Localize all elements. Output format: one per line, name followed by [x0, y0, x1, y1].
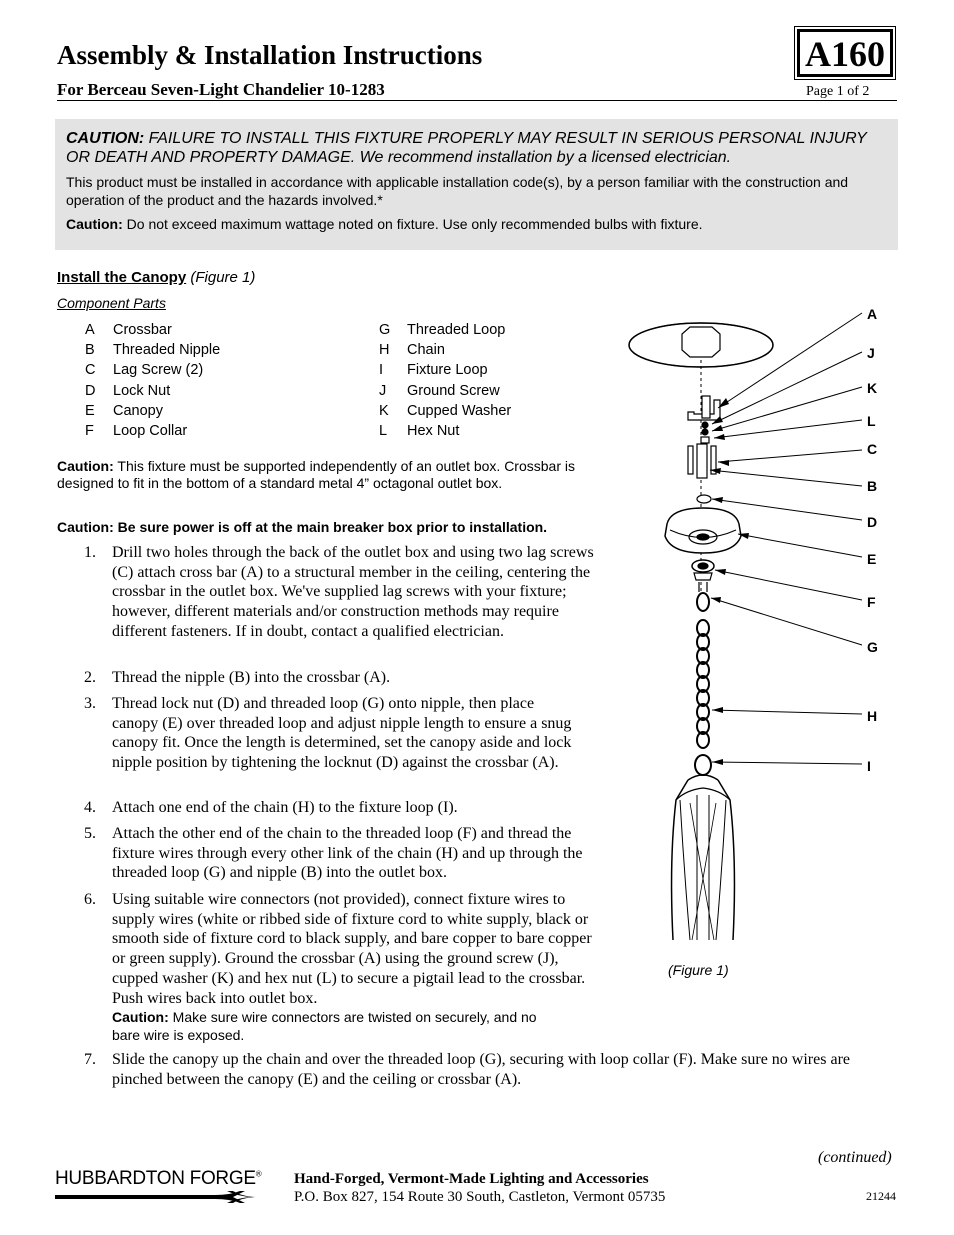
figure-label-d: D [867, 514, 878, 530]
components-title: Component Parts [57, 295, 166, 311]
wire-caution-text: Make sure wire connectors are twisted on securely, and no bare wire is exposed. [112, 1009, 537, 1044]
step-text: Drill two holes through the back of the outlet box and using two lag screws (C) attach cross bar (A) to a structural member in the ceiling, centering the crossbar in the outlet box. We've supplied lag screws with your fixture; however, different materials and/or construction methods may require different fasteners. If in doubt, contact a qualified electrician. [112, 544, 594, 640]
part-name: Crossbar [113, 322, 172, 338]
part-item [379, 340, 445, 360]
header-rule [57, 100, 897, 101]
figure-label-g: G [867, 639, 878, 655]
part-name: Ground Screw [407, 383, 500, 399]
company-tagline: Hand-Forged, Vermont-Made Lighting and Accessories [294, 1171, 649, 1187]
company-logo [55, 1168, 261, 1209]
continued-note: (continued) [818, 1149, 892, 1166]
step-text: Thread the nipple (B) into the crossbar (A). [112, 669, 391, 686]
section-figure-ref: (Figure 1) [190, 269, 256, 286]
part-name: Fixture Loop [407, 362, 488, 378]
part-item [379, 320, 505, 340]
figure-label-c: C [867, 441, 878, 457]
part-name: Threaded Loop [407, 322, 506, 338]
figure-label-i: I [867, 758, 871, 774]
part-letter: L [379, 423, 388, 439]
part-letter: H [379, 342, 390, 358]
support-caution-label: Caution: [57, 458, 114, 474]
step-number: 5. [84, 825, 96, 842]
step-item [84, 668, 604, 688]
figure-label-a: A [867, 306, 878, 322]
part-item [85, 320, 172, 340]
part-item [85, 421, 187, 441]
part-letter: B [85, 342, 95, 358]
step-number: 2. [84, 669, 96, 686]
part-item [85, 401, 163, 421]
part-name: Threaded Nipple [113, 342, 221, 358]
part-letter: E [85, 403, 95, 419]
part-letter: J [379, 383, 387, 399]
logo-wordmark: HUBBARDTON FORGE [55, 1168, 256, 1189]
step-number: 1. [84, 544, 96, 561]
figure-label-j: J [867, 345, 875, 361]
part-name: Loop Collar [113, 423, 188, 439]
part-name: Hex Nut [407, 423, 460, 439]
step-item [84, 694, 584, 773]
part-item [85, 360, 203, 380]
part-item [379, 360, 488, 380]
support-caution [57, 458, 617, 492]
company-address: P.O. Box 827, 154 Route 30 South, Castleton, Vermont 05735 [294, 1189, 666, 1205]
step-item [84, 824, 584, 883]
step-text: Attach one end of the chain (H) to the fixture loop (I). [112, 799, 458, 816]
caution-label: CAUTION: [66, 130, 145, 147]
part-name: Cupped Washer [407, 403, 512, 419]
step-item [84, 798, 604, 818]
part-letter: I [379, 362, 384, 378]
step-text: Attach the other end of the chain to the threaded loop (F) and thread the fixture wires through every other link of the chain (H) and up through the threaded loop (G) and nipple (B) into the outlet box. [112, 825, 583, 882]
step-item [84, 543, 604, 642]
chain-links [697, 620, 709, 748]
caution-text: FAILURE TO INSTALL THIS FIXTURE PROPERLY MAY RESULT IN SERIOUS PERSONAL INJURY OR DEATH AND PROPERTY DAMAGE. We recommend installation by a licensed electrician. [66, 130, 867, 166]
page-title: Assembly & Installation Instructions [57, 40, 483, 70]
wire-caution [112, 1008, 542, 1044]
step-item [84, 1050, 884, 1089]
figure-label-b: B [867, 478, 878, 494]
part-letter: G [379, 322, 391, 338]
chandelier-exploded-diagram [620, 298, 900, 958]
part-letter: F [85, 423, 94, 439]
product-subtitle: For Berceau Seven-Light Chandelier 10-1283 [57, 80, 385, 99]
section-heading [57, 269, 255, 286]
part-letter: K [379, 403, 389, 419]
step-number: 4. [84, 799, 96, 816]
part-name: Chain [407, 342, 445, 358]
part-name: Lock Nut [113, 383, 171, 399]
document-number: 21244 [866, 1189, 896, 1203]
caution-body: This product must be installed in accordance with applicable installation code(s), by a person familiar with the construction and operation of the product and the hazards involved.* [66, 174, 849, 208]
page-number: Page 1 of 2 [806, 84, 870, 99]
figure-label-h: H [867, 708, 878, 724]
step-text: Using suitable wire connectors (not provided), connect fixture wires to supply wires (white or ribbed side of fixture cord to white supply, black or smooth side of fixture cord to black supply, and bare copper to bare copper or green supply). Ground the crossbar (A) using the ground screw (J), cupped washer (K) and hex nut (L) to secure a pigtail lead to the crossbar. Push wires back into outlet box. [112, 891, 592, 1007]
figure-label-k: K [867, 380, 878, 396]
figure-1 [620, 298, 900, 963]
wire-caution-label: Caution: [112, 1009, 169, 1026]
step-number: 7. [84, 1051, 96, 1068]
logo-text [55, 1168, 261, 1190]
power-caution: Caution: Be sure power is off at the main breaker box prior to installation. [57, 519, 548, 535]
part-item [379, 401, 511, 421]
part-item [379, 381, 500, 401]
part-name: Lag Screw (2) [113, 362, 204, 378]
figure-label-e: E [867, 551, 877, 567]
figure-label-l: L [867, 413, 876, 429]
step-item [84, 890, 604, 1044]
section-title: Install the Canopy [57, 269, 187, 286]
step-number: 3. [84, 695, 96, 712]
figure-label-f: F [867, 594, 876, 610]
figure-caption: (Figure 1) [668, 962, 729, 978]
wattage-caution [66, 215, 888, 233]
caution-box [55, 119, 898, 250]
logo-swoosh-icon [55, 1190, 260, 1204]
wattage-label: Caution: [66, 216, 123, 232]
wattage-text: Do not exceed maximum wattage noted on fixture. Use only recommended bulbs with fixture. [122, 216, 703, 232]
part-name: Canopy [113, 403, 163, 419]
support-caution-text: This fixture must be supported independently of an outlet box. Crossbar is designed to fit in the bottom of a standard metal 4” octagonal outlet box. [57, 458, 575, 491]
part-item [379, 421, 459, 441]
logo-registered-mark: ® [255, 1169, 262, 1179]
document-code: A160 [797, 29, 893, 77]
step-text: Thread lock nut (D) and threaded loop (G) onto nipple, then place canopy (E) over threaded loop and adjust nipple length to ensure a snug canopy fit. Once the length is determined, set the canopy aside and lock nipple position by tightening the locknut (D) against the crossbar (A). [112, 695, 572, 772]
caution-heading [66, 129, 888, 167]
part-letter: A [85, 322, 95, 338]
part-letter: C [85, 362, 96, 378]
step-text: Slide the canopy up the chain and over the threaded loop (G), securing with loop collar (F). Make sure no wires are pinched between the canopy (E) and the ceiling or crossbar (A). [112, 1051, 850, 1088]
step-number: 6. [84, 891, 96, 908]
part-letter: D [85, 383, 96, 399]
part-item [85, 340, 220, 360]
part-item [85, 381, 170, 401]
